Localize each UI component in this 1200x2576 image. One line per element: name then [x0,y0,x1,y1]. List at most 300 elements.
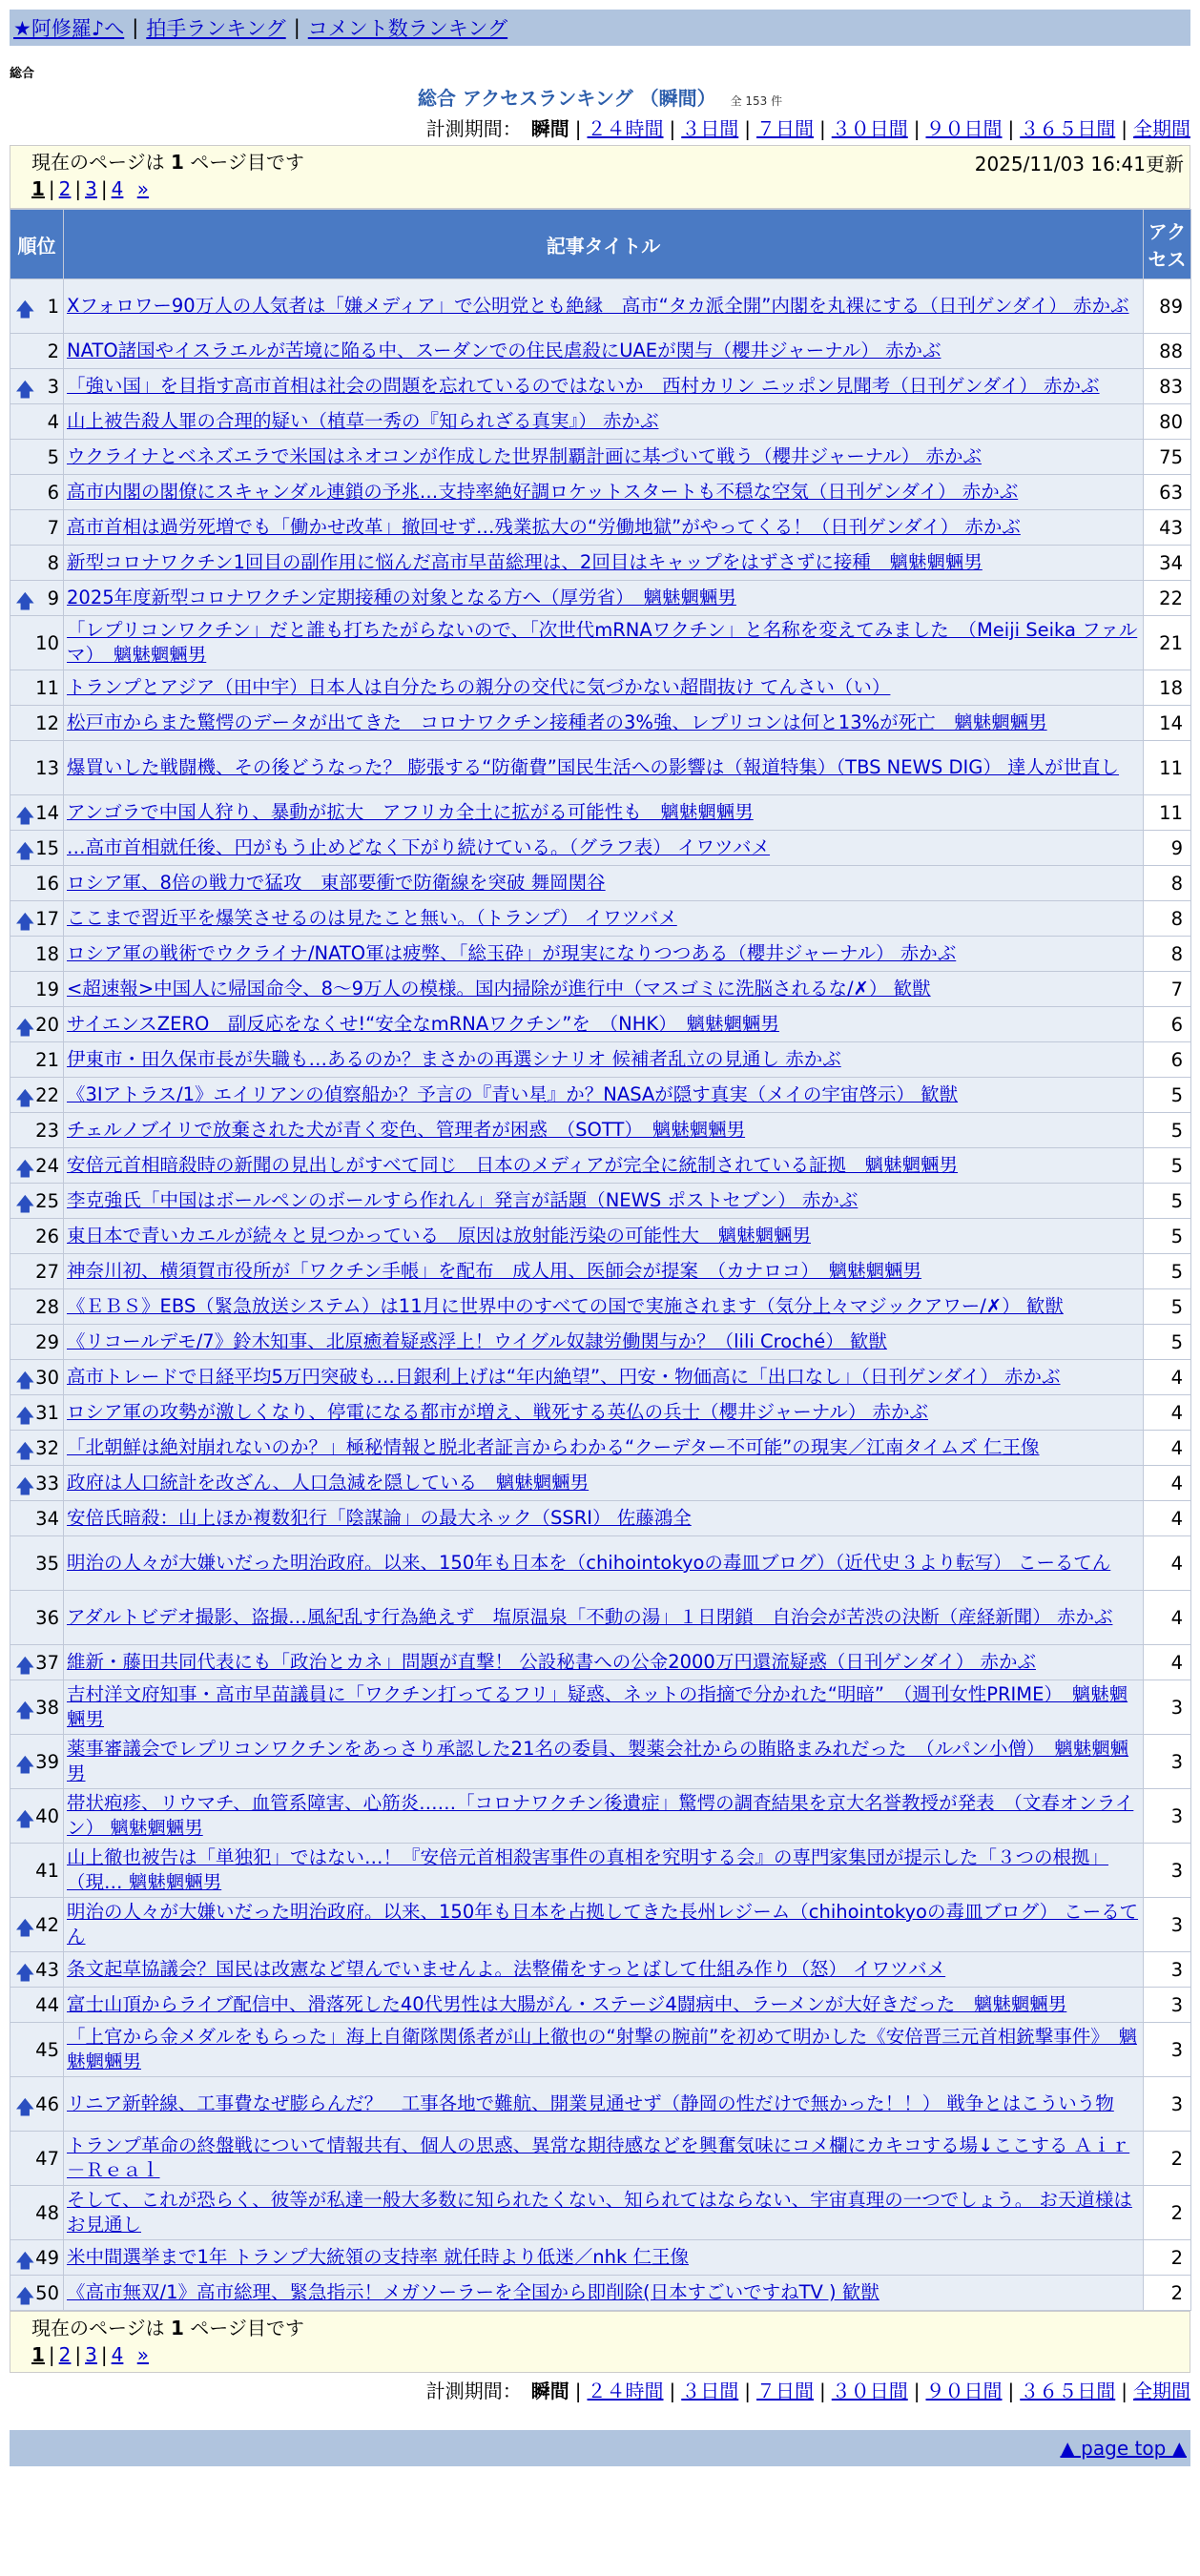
article-link[interactable]: 李克強氏「中国はボールペンのボールすら作れん」発言が話題（NEWS ポストセブン） 赤かぶ [67,1189,859,1211]
article-link[interactable]: リニア新幹線、工事費なぜ膨らんだ？ 工事各地で難航、開業見通せず（静岡の性だけで無かった！！） 戦争とはこういう物 [67,2092,1114,2114]
rank-number: 19 [35,978,59,1000]
period-label: 計測期間： [425,117,522,140]
rank-up-arrow-icon: 🡅 [15,909,35,933]
article-link[interactable]: サイエンスZERO 副反応をなくせ!“安全なmRNAワクチン”を （NHK） 魑魅魍魎男 [67,1013,779,1035]
table-row [10,1254,1191,1289]
total-count: 全 153 件 [730,94,783,108]
access-count: 8 [1144,901,1191,937]
rank-cell [10,2276,64,2311]
table-row [10,1325,1191,1360]
table-row [10,706,1191,741]
page-3-link[interactable]: 3 [85,2343,97,2366]
access-count: 4 [1144,1395,1191,1431]
table-row [10,831,1191,866]
period-24h[interactable]: ２４時間 [587,2380,664,2402]
rank-number: 28 [35,1295,59,1318]
rank-number: 3 [47,375,59,398]
title-cell [64,741,1144,795]
rank-cell [10,2023,64,2077]
rank-cell [10,1289,64,1325]
access-count: 4 [1144,1645,1191,1680]
table-row [10,1466,1191,1501]
rank-up-arrow-icon: 🡅 [15,803,35,827]
rank-number: 10 [35,631,59,654]
title-cell [64,670,1144,706]
rank-up-arrow-icon: 🡅 [15,1806,35,1830]
period-7d[interactable]: ７日間 [756,117,814,140]
page-top-link[interactable]: ▲ page top ▲ [1060,2437,1187,2460]
rank-cell [10,1844,64,1898]
title-cell [64,334,1144,369]
access-count: 89 [1144,279,1191,334]
updated-time: 2025/11/03 16:41更新 [974,153,1184,175]
rank-number: 6 [47,481,59,504]
rank-header: 順位 [10,210,64,279]
rank-cell [10,510,64,546]
rank-number: 33 [35,1472,59,1494]
rank-cell [10,741,64,795]
table-row [10,1735,1191,1789]
rank-cell [10,1735,64,1789]
article-link[interactable]: 神奈川初、横須賀市役所が「ワクチン手帳」を配布 成人用、医師会が提案 （カナロコ） 魑魅魍魎男 [67,1260,922,1282]
table-row [10,1219,1191,1254]
period-30d[interactable]: ３０日間 [831,117,908,140]
rank-number: 16 [35,872,59,895]
rank-cell [10,1113,64,1148]
period-24h[interactable]: ２４時間 [587,117,664,140]
comment-ranking-link[interactable]: コメント数ランキング [307,17,508,40]
rank-number: 21 [35,1048,59,1071]
access-count: 8 [1144,937,1191,972]
table-row [10,510,1191,546]
title-cell [64,616,1144,670]
rank-number: 29 [35,1330,59,1353]
table-row [10,369,1191,404]
rank-cell [10,831,64,866]
rank-cell [10,1078,64,1113]
ranking-title: 総合 アクセスランキング （瞬間） [417,87,716,110]
article-link[interactable]: 明治の人々が大嫌いだった明治政府。以来、150年も日本を（chihointokyoの毒皿ブログ）（近代史３より転写） こーるてん [67,1552,1111,1574]
article-link[interactable]: 高市首相は過労死増でも「働かせ改革」撤回せず…残業拡大の“労働地獄”がやってくる！（日刊ゲンダイ） 赤かぶ [67,516,1021,538]
rank-cell [10,279,64,334]
access-count: 5 [1144,1289,1191,1325]
table-row [10,1844,1191,1898]
rank-cell [10,475,64,510]
period-30d[interactable]: ３０日間 [831,2380,908,2402]
article-link[interactable]: アンゴラで中国人狩り、暴動が拡大 アフリカ全土に拡がる可能性も 魑魅魍魎男 [67,801,754,823]
title-cell [64,1536,1144,1591]
access-count: 18 [1144,670,1191,706]
table-row [10,1591,1191,1645]
article-link[interactable]: …高市首相就任後、円がもう止めどなく下がり続けている。（グラフ表） イワツバメ [67,836,771,858]
rank-number: 25 [35,1189,59,1212]
table-row [10,1395,1191,1431]
title-cell [64,369,1144,404]
table-row [10,1501,1191,1536]
page-4-link[interactable]: 4 [111,177,124,200]
table-row [10,1645,1191,1680]
title-cell [64,1789,1144,1844]
rank-up-arrow-icon: 🡅 [15,1403,35,1427]
table-row [10,2132,1191,2186]
rank-number: 40 [35,1804,59,1827]
article-link[interactable]: 安倍元首相暗殺時の新聞の見出しがすべて同じ 日本のメディアが完全に統制されている証拠 魑魅魍魎男 [67,1154,959,1176]
access-count: 4 [1144,1591,1191,1645]
access-count: 43 [1144,510,1191,546]
table-row [10,1007,1191,1042]
title-cell [64,1184,1144,1219]
article-link[interactable]: 山上被告殺人罪の合理的疑い（植草一秀の『知られざる真実』） 赤かぶ [67,410,659,432]
rank-number: 8 [47,551,59,574]
rank-number: 17 [35,907,59,930]
rank-number: 26 [35,1225,59,1247]
rank-cell [10,1431,64,1466]
page-current: 1 [31,177,45,200]
period-3d[interactable]: ３日間 [681,117,739,140]
rank-cell [10,1898,64,1952]
title-cell [64,546,1144,581]
article-link[interactable]: 《3Iアトラス/1》エイリアンの偵察船か？予言の『青い星』か？NASAが隠す真実（メイの宇宙啓示） 歓獣 [67,1083,959,1105]
access-count: 11 [1144,741,1191,795]
rank-cell [10,1360,64,1395]
access-count: 3 [1144,1680,1191,1735]
title-cell [64,2023,1144,2077]
rank-number: 1 [47,295,59,318]
title-cell [64,510,1144,546]
access-count: 4 [1144,1431,1191,1466]
table-row [10,1184,1191,1219]
rank-cell [10,2240,64,2276]
table-row [10,1289,1191,1325]
rank-number: 11 [35,676,59,699]
access-count: 3 [1144,1789,1191,1844]
article-link[interactable]: トランプ革命の終盤戦について情報共有、個人の思惑、異常な期待感などを興奮気味にコメ欄にカキコする場↓ここする Ａｉｒ－Ｒｅａｌ [67,2134,1130,2181]
article-link[interactable]: 「北朝鮮は絶対崩れないのか？」極秘情報と脱北者証言からわかる“クーデター不可能”の現実／江南タイムズ 仁王像 [67,1436,1040,1458]
article-link[interactable]: ここまで習近平を爆笑させるのは見たこと無い。（トランプ） イワツバメ [67,907,677,929]
article-link[interactable]: 「強い国」を目指す高市首相は社会の問題を忘れているのではないか 西村カリン ニッポン見聞考（日刊ゲンダイ） 赤かぶ [67,375,1100,397]
article-link[interactable]: 松戸市からまた驚愕のデータが出てきた コロナワクチン接種者の3%強、レプリコンは何と13%が死亡 魑魅魍魎男 [67,711,1047,733]
article-link[interactable]: 吉村洋文府知事・高市早苗議員に「ワクチン打ってるフリ」疑惑、ネットの指摘で分かれた“明暗” （週刊女性PRIME） 魑魅魍魎男 [67,1683,1128,1730]
title-cell [64,1007,1144,1042]
table-row [10,1988,1191,2023]
article-link[interactable]: 東日本で青いカエルが続々と見つかっている 原因は放射能汚染の可能性大 魑魅魍魎男 [67,1225,812,1247]
rank-number: 32 [35,1436,59,1459]
rank-cell [10,795,64,831]
article-link[interactable]: 薬事審議会でレプリコンワクチンをあっさり承認した21名の委員、製薬会社からの賄賂まみれだった （ルパン小僧） 魑魅魍魎男 [67,1738,1129,1784]
table-row [10,937,1191,972]
rank-cell [10,2132,64,2186]
article-link[interactable]: ロシア軍、8倍の戦力で猛攻 東部要衝で防衛線を突破 舞岡関谷 [67,872,606,894]
table-row [10,2276,1191,2311]
period-3d[interactable]: ３日間 [681,2380,739,2402]
article-link[interactable]: 政府は人口統計を改ざん、人口急減を隠している 魑魅魍魎男 [67,1472,590,1494]
access-count: 83 [1144,369,1191,404]
rank-up-arrow-icon: 🡅 [15,377,35,401]
rank-number: 45 [35,2038,59,2061]
rank-number: 38 [35,1696,59,1719]
next-page-link[interactable]: » [136,2343,149,2366]
article-link[interactable]: 米中間選挙まで1年 トランプ大統領の支持率 就任時より低迷／nhk 仁王像 [67,2246,690,2268]
clap-ranking-link[interactable]: 拍手ランキング [146,17,286,40]
article-link[interactable]: ロシア軍の攻勢が激しくなり、停電になる都市が増え、戦死する英仏の兵士（櫻井ジャーナル） 赤かぶ [67,1401,929,1423]
rank-number: 47 [35,2147,59,2170]
rank-up-arrow-icon: 🡅 [15,1473,35,1497]
rank-up-arrow-icon: 🡅 [15,2248,35,2272]
article-link[interactable]: 維新・藤田共同代表にも「政治とカネ」問題が直撃！ 公設秘書への公金2000万円還流疑惑（日刊ゲンダイ） 赤かぶ [67,1651,1036,1673]
title-cell [64,2132,1144,2186]
current-page-text: 現在のページは 1 ページ目です [31,151,304,174]
table-row [10,1042,1191,1078]
title-cell [64,2186,1144,2240]
rank-cell [10,1789,64,1844]
rank-cell [10,581,64,616]
article-link[interactable]: 条文起草協議会？国民は改憲など望んでいませんよ。法整備をすっとばして仕組み作り（怒） イワツバメ [67,1958,946,1980]
title-cell [64,972,1144,1007]
title-cell [64,1254,1144,1289]
table-row [10,440,1191,475]
rank-number: 34 [35,1507,59,1530]
access-count: 5 [1144,1219,1191,1254]
access-count: 3 [1144,1844,1191,1898]
table-row [10,1360,1191,1395]
rank-number: 36 [35,1606,59,1629]
title-cell [64,1078,1144,1113]
rank-cell [10,334,64,369]
rank-number: 15 [35,836,59,859]
rank-number: 42 [35,1913,59,1936]
access-count: 80 [1144,404,1191,440]
title-cell [64,1844,1144,1898]
article-link[interactable]: 富士山頂からライブ配信中、滑落死した40代男性は大腸がん・ステージ4闘病中、ラーメンが大好きだった 魑魅魍魎男 [67,1993,1067,2015]
title-cell [64,706,1144,741]
rank-number: 30 [35,1366,59,1389]
access-count: 3 [1144,1952,1191,1988]
period-all[interactable]: 全期間 [1133,2380,1190,2402]
article-link[interactable]: ロシア軍の戦術でウクライナ/NATO軍は疲弊、「総玉砕」が現実になりつつある（櫻井ジャーナル） 赤かぶ [67,942,957,964]
title-cell [64,901,1144,937]
article-link[interactable]: <超速報>中国人に帰国命令、8～9万人の模様。国内掃除が進行中（マスゴミに洗脳されるな/✗） 歓獣 [67,978,931,999]
title-cell [64,1645,1144,1680]
table-row [10,1898,1191,1952]
rank-up-arrow-icon: 🡅 [15,1085,35,1109]
access-count: 3 [1144,1988,1191,2023]
title-cell [64,581,1144,616]
article-link[interactable]: 爆買いした戦闘機、その後どうなった？ 膨張する“防衛費”国民生活への影響は（報道特集）（TBS NEWS DIG） 達人が世直し [67,756,1120,778]
page-2-link[interactable]: 2 [58,177,72,200]
rank-cell [10,901,64,937]
access-count: 2 [1144,2186,1191,2240]
article-link[interactable]: 明治の人々が大嫌いだった明治政府。以来、150年も日本を占拠してきた長州レジーム（chihointokyoの毒皿ブログ） こーるてん [67,1901,1139,1947]
title-cell [64,1395,1144,1431]
rank-number: 2 [47,340,59,362]
table-row [10,334,1191,369]
rank-cell [10,1254,64,1289]
article-link[interactable]: 新型コロナワクチン1回目の副作用に悩んだ高市早苗総理は、2回目はキャップをはずさずに接種 魑魅魍魎男 [67,551,983,573]
rank-up-arrow-icon: 🡅 [15,1752,35,1776]
access-count: 34 [1144,546,1191,581]
period-365d[interactable]: ３６５日間 [1020,2380,1116,2402]
period-90d[interactable]: ９０日間 [925,117,1003,140]
article-link[interactable]: アダルトビデオ撮影、盗撮…風紀乱す行為絶えず 塩原温泉「不動の湯」１日閉鎖 自治会が苦渋の決断（産経新聞） 赤かぶ [67,1606,1113,1628]
title-cell [64,1431,1144,1466]
table-row [10,546,1191,581]
rank-number: 12 [35,711,59,734]
separator: | [293,16,300,39]
article-link[interactable]: そして、これが恐らく、彼等が私達一般大多数に知られたくない、知られてはならない、宇宙真理の一つでしょう。 お天道様はお見通し [67,2189,1132,2236]
article-link[interactable]: 2025年度新型コロナワクチン定期接種の対象となる方へ（厚労省） 魑魅魍魎男 [67,587,736,608]
access-count: 88 [1144,334,1191,369]
rank-number: 48 [35,2201,59,2224]
page-current: 1 [31,2343,45,2366]
table-row [10,1431,1191,1466]
period-all[interactable]: 全期間 [1133,117,1190,140]
rank-cell [10,2186,64,2240]
title-cell [64,440,1144,475]
article-link[interactable]: 安倍氏暗殺：山上ほか複数犯行「陰謀論」の最大ネック（SSRI） 佐藤鴻全 [67,1507,692,1529]
title-cell [64,1113,1144,1148]
page-title [10,84,1190,113]
title-cell [64,866,1144,901]
rank-number: 4 [47,410,59,433]
rank-number: 35 [35,1552,59,1575]
home-link[interactable]: ★阿修羅♪へ [13,17,125,40]
access-count: 8 [1144,866,1191,901]
rank-cell [10,670,64,706]
table-row [10,1148,1191,1184]
table-row [10,404,1191,440]
table-row [10,279,1191,334]
title-cell [64,1952,1144,1988]
rank-cell [10,972,64,1007]
table-row [10,1113,1191,1148]
title-cell [64,937,1144,972]
article-link[interactable]: 《ＥＢＳ》EBS（緊急放送システム）は11月に世界中のすべての国で実施されます（気分上々マジックアワー/✗） 歓獣 [67,1295,1064,1317]
rank-cell [10,2077,64,2132]
rank-cell [10,1148,64,1184]
table-row [10,616,1191,670]
title-cell [64,1289,1144,1325]
access-count: 5 [1144,1254,1191,1289]
rank-cell [10,546,64,581]
table-row [10,2240,1191,2276]
access-count: 11 [1144,795,1191,831]
table-row [10,901,1191,937]
access-count: 4 [1144,1501,1191,1536]
article-link[interactable]: ウクライナとベネズエラで米国はネオコンが作成した世界制覇計画に基づいて戦う（櫻井ジャーナル） 赤かぶ [67,445,982,467]
rank-cell [10,1680,64,1735]
table-row [10,1789,1191,1844]
access-count: 21 [1144,616,1191,670]
rank-number: 44 [35,1993,59,2016]
table-row [10,972,1191,1007]
table-row [10,2186,1191,2240]
title-cell [64,1148,1144,1184]
footer-bar [10,2430,1190,2466]
title-cell [64,1735,1144,1789]
rank-number: 41 [35,1859,59,1882]
current-page-text: 現在のページは 1 ページ目です [31,2317,304,2339]
rank-number: 20 [35,1013,59,1036]
article-link[interactable]: Xフォロワー90万人の人気者は「嫌メディア」で公明党とも絶縁 高市“タカ派全開”内閣を丸裸にする（日刊ゲンダイ） 赤かぶ [67,295,1129,317]
article-link[interactable]: 伊東市・田久保市長が失職も…あるのか？まさかの再選シナリオ 候補者乱立の見通し 赤かぶ [67,1048,841,1070]
page-3-link[interactable]: 3 [85,177,97,200]
title-cell [64,1680,1144,1735]
article-link[interactable]: 高市内閣の閣僚にスキャンダル連鎖の予兆…支持率絶好調ロケットスタートも不穏な空気（日刊ゲンダイ） 赤かぶ [67,481,1019,503]
rank-up-arrow-icon: 🡅 [15,1915,35,1939]
next-page-link[interactable]: » [136,177,149,200]
title-cell [64,2276,1144,2311]
table-row [10,795,1191,831]
access-count: 22 [1144,581,1191,616]
title-header: 記事タイトル [64,210,1144,279]
article-link[interactable]: 「レプリコンワクチン」だと誰も打ちたがらないので、「次世代mRNAワクチン」と名称を変えてみました （Meiji Seika ファルマ） 魑魅魍魎男 [67,619,1138,666]
page-2-link[interactable]: 2 [58,2343,72,2366]
article-link[interactable]: NATO諸国やイスラエルが苦境に陥る中、スーダンでの住民虐殺にUAEが関与（櫻井ジャーナル） 赤かぶ [67,340,941,361]
rank-cell [10,1042,64,1078]
article-link[interactable]: 「上官から金メダルをもらった」海上自衛隊関係者が山上徹也の“射撃の腕前”を初めて明かした《安倍晋三元首相銃撃事件》 魑魅魍魎男 [67,2026,1137,2072]
rank-up-arrow-icon: 🡅 [15,1438,35,1462]
title-cell [64,404,1144,440]
table-row [10,1952,1191,1988]
rank-up-arrow-icon: 🡅 [15,838,35,862]
title-cell [64,1219,1144,1254]
page-4-link[interactable]: 4 [111,2343,124,2366]
rank-cell [10,1536,64,1591]
access-count: 5 [1144,1148,1191,1184]
period-7d[interactable]: ７日間 [756,2380,814,2402]
article-link[interactable]: 高市トレードで日経平均5万円突破も…日銀利上げは“年内絶望”、円安・物価高に「出口なし」（日刊ゲンダイ） 赤かぶ [67,1366,1061,1388]
access-count: 2 [1144,2132,1191,2186]
rank-number: 7 [47,516,59,539]
access-header: アクセス [1144,210,1191,279]
article-link[interactable]: 山上徹也被告は「単独犯」ではない…！『安倍元首相殺害事件の真相を究明する会』の専門家集団が提示した「３つの根拠」（現… 魑魅魍魎男 [67,1846,1109,1893]
title-cell [64,1360,1144,1395]
table-row [10,741,1191,795]
rank-up-arrow-icon: 🡅 [15,297,35,320]
article-link[interactable]: 帯状疱疹、リウマチ、血管系障害、心筋炎……「コロナワクチン後遺症」驚愕の調査結果を京大名誉教授が発表 （文春オンライン） 魑魅魍魎男 [67,1792,1134,1839]
article-link[interactable]: チェルノブイリで放棄された犬が青く変色、管理者が困惑 （SOTT） 魑魅魍魎男 [67,1119,746,1141]
rank-number: 22 [35,1083,59,1106]
access-count: 3 [1144,1735,1191,1789]
rank-cell [10,1325,64,1360]
access-count: 63 [1144,475,1191,510]
rank-cell [10,1501,64,1536]
title-cell [64,1501,1144,1536]
period-365d[interactable]: ３６５日間 [1020,117,1116,140]
rank-cell [10,1219,64,1254]
rank-number: 50 [35,2281,59,2304]
access-count: 5 [1144,1325,1191,1360]
rank-up-arrow-icon: 🡅 [15,1191,35,1215]
period-current: 瞬間 [530,2380,569,2402]
article-link[interactable]: 《高市無双/1》高市総理、緊急指示！メガソーラーを全国から即削除(日本すごいですねTV ) 歓獣 [67,2281,879,2303]
rank-cell [10,866,64,901]
rank-number: 14 [35,801,59,824]
access-count: 3 [1144,1898,1191,1952]
table-row [10,1536,1191,1591]
access-count: 4 [1144,1466,1191,1501]
period-90d[interactable]: ９０日間 [925,2380,1003,2402]
article-link[interactable]: 《リコールデモ/7》鈴木知事、北原癒着疑惑浮上！ウイグル奴隷労働関与か？（lili Croché） 歓獣 [67,1330,887,1352]
rank-cell [10,1007,64,1042]
rank-up-arrow-icon: 🡅 [15,1015,35,1039]
rank-up-arrow-icon: 🡅 [15,1960,35,1984]
rank-up-arrow-icon: 🡅 [15,1368,35,1391]
article-link[interactable]: トランプとアジア（田中宇）日本人は自分たちの親分の交代に気づかない超間抜け てんさい（い） [67,676,891,698]
table-row [10,866,1191,901]
rank-number: 31 [35,1401,59,1424]
separator: | [132,16,139,39]
